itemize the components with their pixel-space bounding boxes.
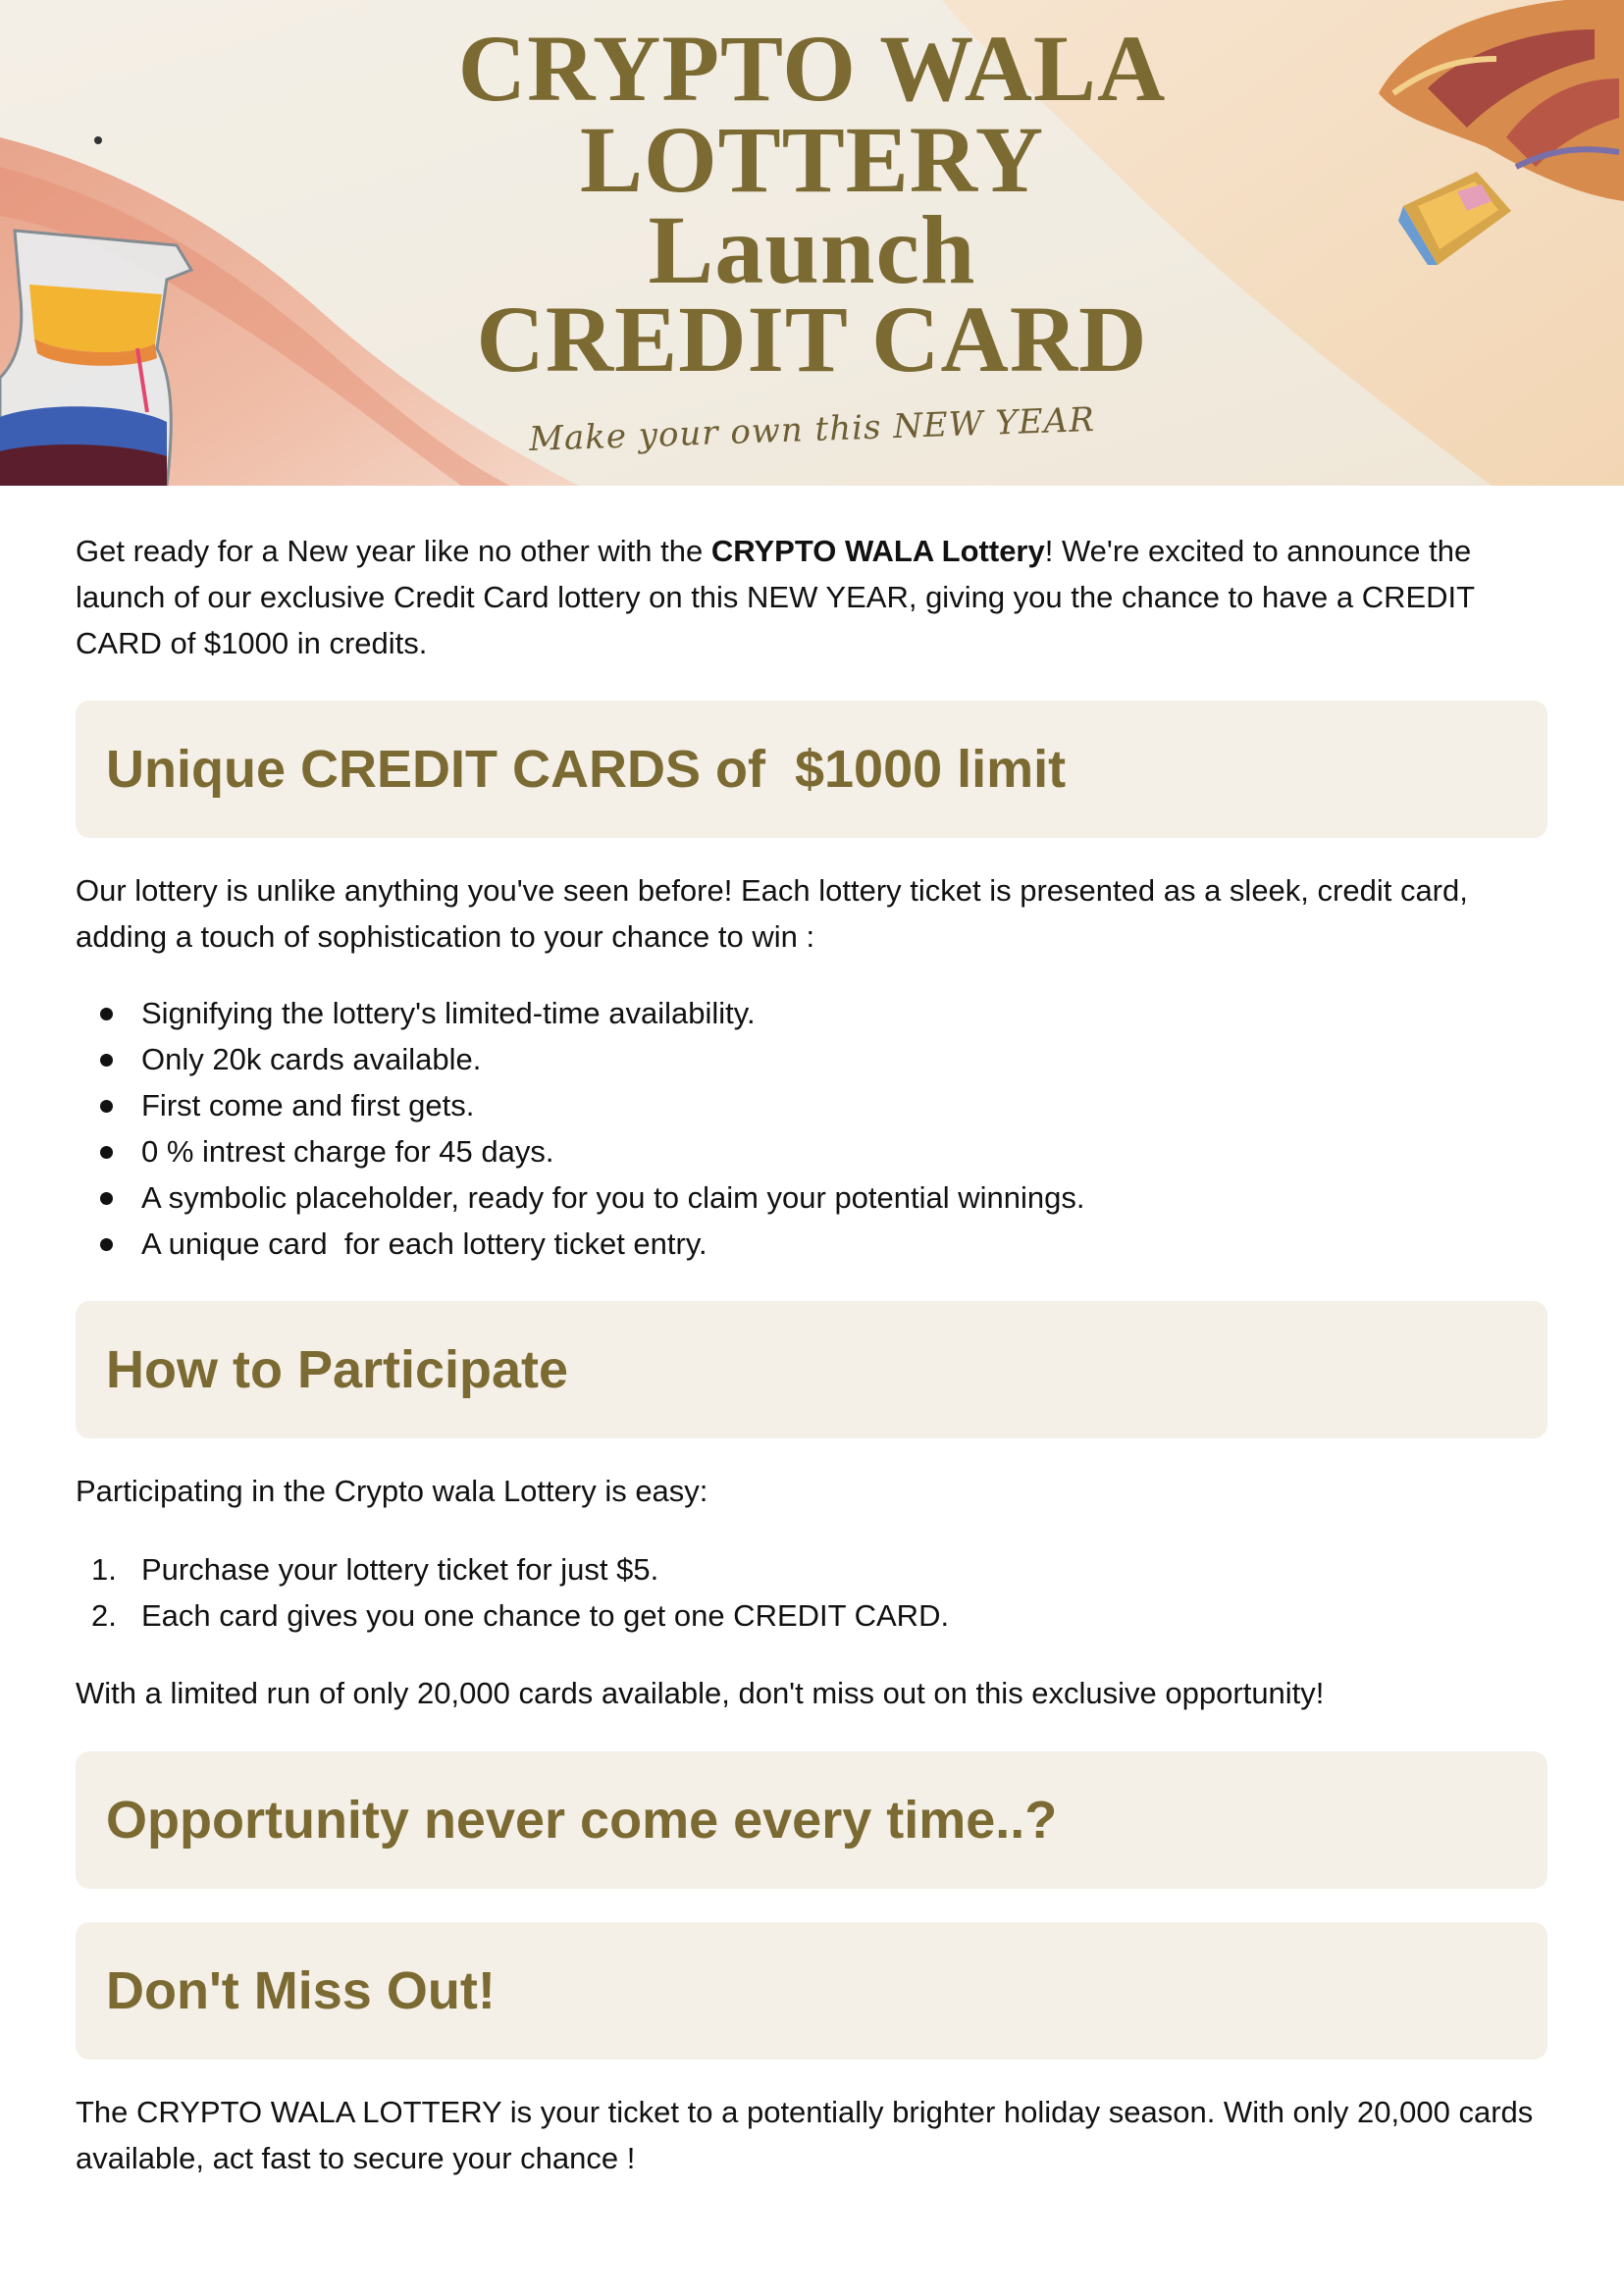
intro-brand-name: CRYPTO WALA Lottery [710, 534, 1045, 568]
list-item [76, 1546, 1547, 1592]
main-content [76, 528, 1547, 2181]
bullet-icon [100, 1146, 113, 1159]
section-credit-cards-heading: Unique CREDIT CARDS of $1000 limit [106, 740, 1067, 799]
list-item [76, 990, 1547, 1036]
section-participate-heading-box [76, 1301, 1547, 1438]
banner-title-line-2: LOTTERY [579, 107, 1045, 212]
section-dont-miss-heading-box [76, 1922, 1547, 2060]
intro-paragraph [76, 528, 1547, 666]
section-opportunity-heading: Opportunity never come every time..? [106, 1791, 1058, 1850]
step-number: 2. [91, 1598, 117, 1633]
list-item-text: Purchase your lottery ticket for just $5. [141, 1552, 659, 1587]
list-item-text: A unique card for each lottery ticket entry. [141, 1226, 707, 1261]
list-item-text: Signifying the lottery's limited-time availability. [141, 996, 756, 1030]
banner-title-line-1: CRYPTO WALA [457, 16, 1167, 121]
list-item [76, 1592, 1547, 1639]
list-item [76, 1221, 1547, 1267]
section-participate-heading: How to Participate [106, 1340, 569, 1399]
list-item-text: First come and first gets. [141, 1088, 475, 1122]
banner-title-line-4: CREDIT CARD [476, 287, 1148, 391]
section-credit-cards-heading-box [76, 701, 1547, 838]
list-item-text: Each card gives you one chance to get one CREDIT CARD. [141, 1598, 950, 1633]
list-item-text: Only 20k cards available. [141, 1042, 482, 1076]
banner-tagline: Make your own this NEW YEAR [528, 399, 1096, 460]
step-number: 1. [91, 1552, 117, 1587]
section-dont-miss-heading: Don't Miss Out! [106, 1961, 496, 2020]
intro-text-end: ! We're excited to announce the launch of our exclusive Credit Card lottery on this NEW YEAR, giving you the chance to have a CREDIT CARD of $1000 in credits. [76, 534, 1475, 660]
participate-steps-list [76, 1546, 1547, 1639]
participate-closing-paragraph: With a limited run of only 20,000 cards available, don't miss out on this exclusive opportunity! [76, 1676, 1325, 1710]
header-banner [0, 0, 1624, 486]
bullet-icon [100, 1238, 113, 1251]
dont-miss-paragraph: The CRYPTO WALA LOTTERY is your ticket to a potentially brighter holiday season. With only 20,000 cards available, act fast to secure your chance ! [76, 2095, 1534, 2175]
banner-title-line-3: Launch [648, 195, 976, 304]
list-item [76, 1174, 1547, 1221]
list-item-text: 0 % intrest charge for 45 days. [141, 1134, 554, 1169]
participate-paragraph: Participating in the Crypto wala Lottery is easy: [76, 1474, 708, 1508]
credit-cards-paragraph: Our lottery is unlike anything you've seen before! Each lottery ticket is presented as a sleek, credit card, adding a touch of sophistication to your chance to win : [76, 873, 1468, 954]
list-item [76, 1082, 1547, 1128]
list-item [76, 1036, 1547, 1082]
bullet-icon [100, 1192, 113, 1205]
list-item-text: A symbolic placeholder, ready for you to claim your potential winnings. [141, 1180, 1085, 1215]
bullet-icon [100, 1008, 113, 1020]
credit-cards-feature-list [76, 990, 1547, 1267]
section-opportunity-heading-box [76, 1751, 1547, 1889]
bullet-icon [100, 1054, 113, 1067]
bullet-icon [100, 1100, 113, 1113]
list-item [76, 1128, 1547, 1174]
intro-text-start: Get ready for a New year like no other with the [76, 534, 711, 568]
